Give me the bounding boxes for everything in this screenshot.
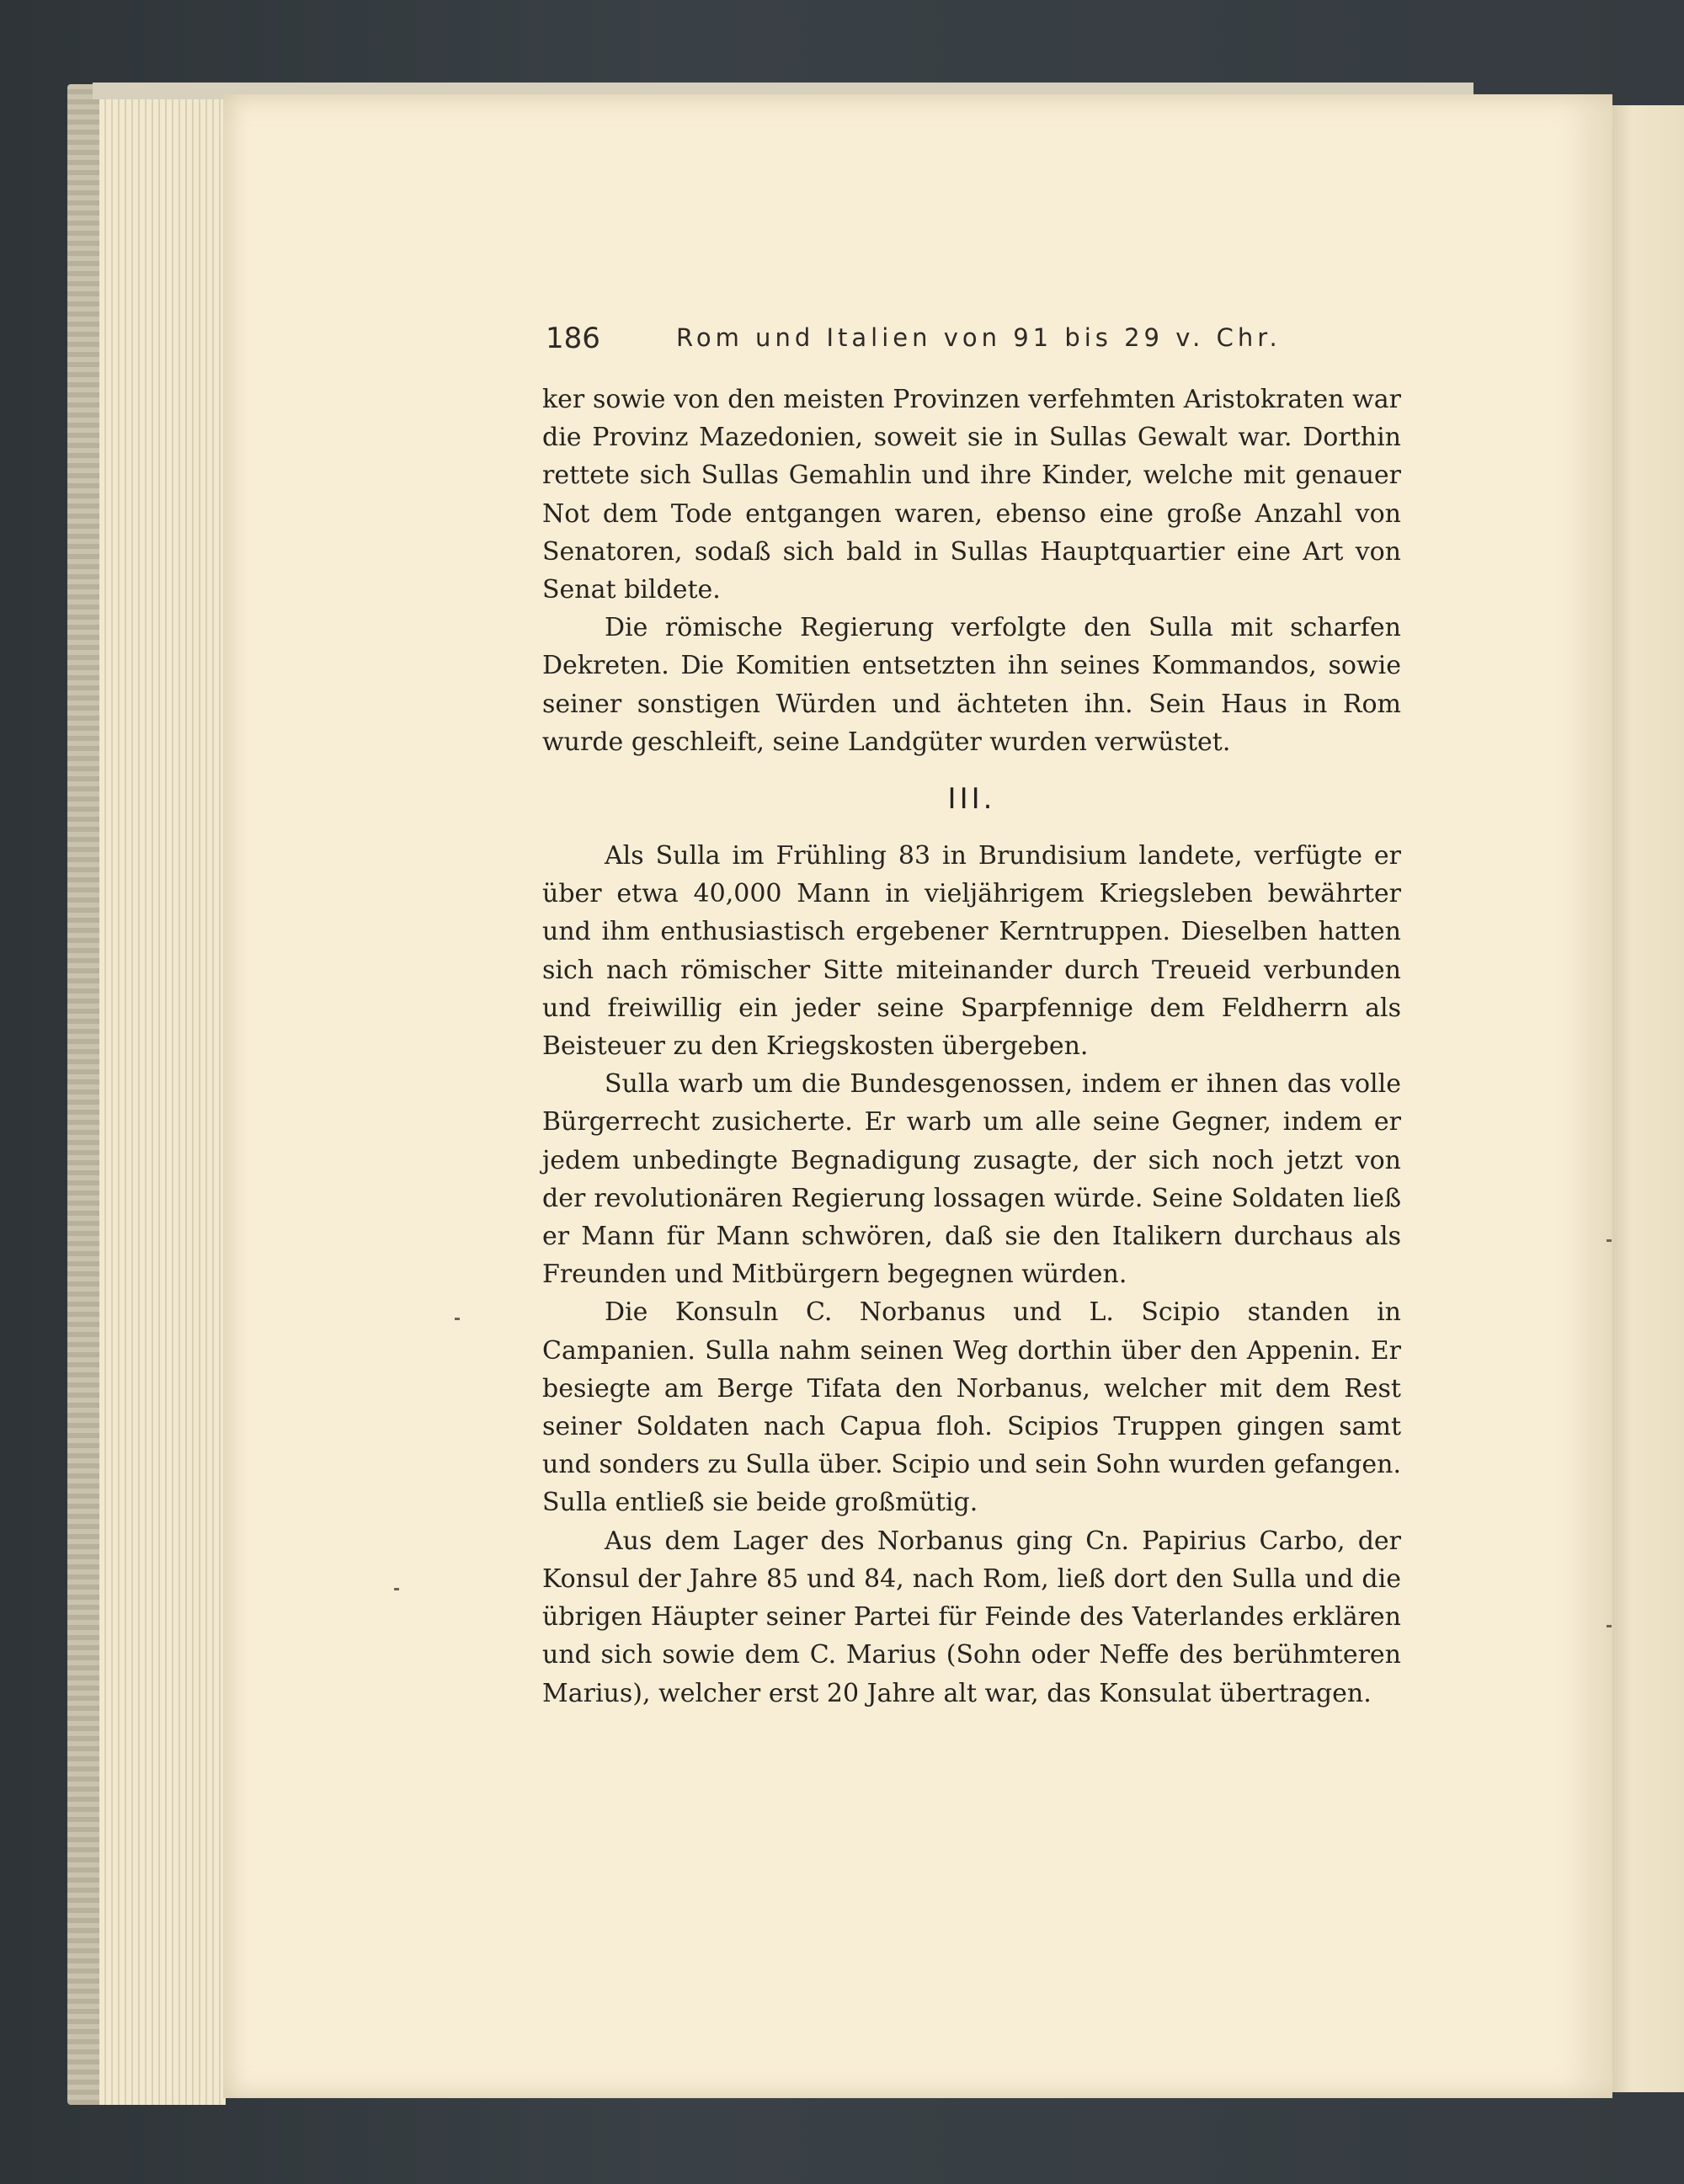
margin-mark [1607, 1625, 1612, 1627]
paragraph: Sulla warb um die Bundesgenossen, indem er ihnen das volle Bürgerrecht zusicherte. Er warb um alle seine Gegner, indem er jedem unbedingte Begnadigung zusagte, der sich noch jetzt von der revolutionären Regierung lossagen würde. Seine Soldaten ließ er Mann für Mann schwören, daß sie den Italikern durchaus als Freunden und Mitbürgern begegnen würden. [542, 1069, 1401, 1290]
margin-mark [455, 1318, 460, 1320]
paragraph: Als Sulla im Frühling 83 in Brundisium landete, verfügte er über etwa 40,000 Mann in vieljährigem Kriegsleben bewährter und ihm enthusiastisch ergebener Kerntruppen. Dieselben hatten sich nach römischer Sitte miteinander durch Treueid verbunden und freiwillig ein jeder seine Sparpfennige dem Feldherrn als Beisteuer zu den Kriegskosten übergeben. [542, 841, 1401, 1062]
paragraph: Die Konsuln C. Norbanus und L. Scipio standen in Campanien. Sulla nahm seinen Weg dorthin über den Appenin. Er besiegte am Berge Tifata den Norbanus, welcher mit dem Rest seiner Soldaten nach Capua floh. Scipios Truppen gingen samt und sonders zu Sulla über. Scipio und sein Sohn wurden gefangen. Sulla entließ sie beide großmütig. [542, 1297, 1401, 1518]
margin-mark [1607, 1239, 1612, 1242]
page-stack-edges [99, 93, 226, 2105]
page-number: 186 [546, 322, 600, 355]
facing-page-edge [1610, 105, 1684, 2092]
running-head [546, 322, 1400, 360]
paragraph: ker sowie von den meisten Provinzen verfehmten Aristokraten war die Provinz Mazedonien, soweit sie in Sullas Gewalt war. Dorthin rettete sich Sullas Gemahlin und ihre Kinder, welche mit genauer Not dem Tode entgangen waren, ebenso eine große Anzahl von Senatoren, sodaß sich bald in Sullas Hauptquartier eine Art von Senat bildete. [542, 385, 1401, 605]
body-text [542, 381, 1401, 1713]
paragraph: Die römische Regierung verfolgte den Sulla mit scharfen Dekreten. Die Komitien entsetzten ihn seines Kommandos, sowie seiner sonstigen Würden und ächteten ihn. Sein Haus in Rom wurde geschleift, seine Landgüter wurden verwüstet. [542, 613, 1401, 757]
running-title: Rom und Italien von 91 bis 29 v. Chr. [676, 323, 1282, 352]
section-heading: III. [947, 782, 996, 817]
paragraph: Aus dem Lager des Norbanus ging Cn. Papirius Carbo, der Konsul der Jahre 85 und 84, nach Rom, ließ dort den Sulla und die übrigen Häupter seiner Partei für Feinde des Vaterlandes erklären und sich sowie dem C. Marius (Sohn oder Neffe des berühmteren Marius), welcher erst 20 Jahre alt war, das Konsulat übertragen. [542, 1526, 1401, 1708]
margin-mark [394, 1588, 399, 1590]
